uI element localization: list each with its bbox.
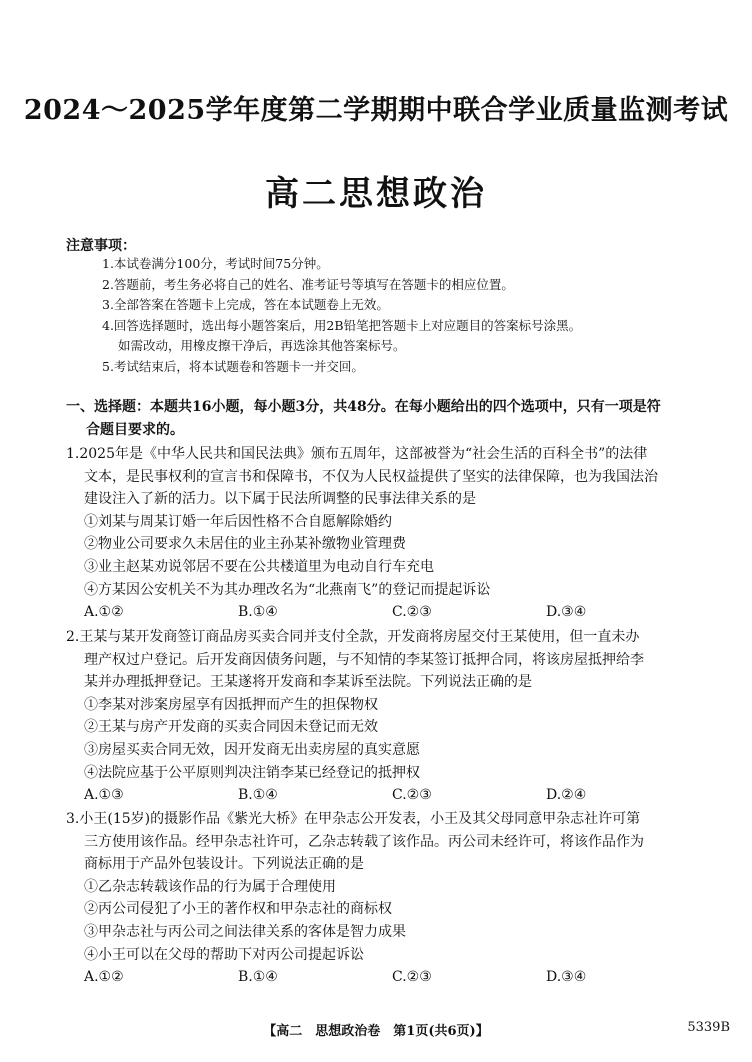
answer-choices [66,601,700,624]
question-option: ①刘某与周某订婚一年后因性格不合自愿解除婚约 [84,513,392,530]
question-stem-line: 2.王某与某开发商签订商品房买卖合同并支付全款，开发商将房屋交付王某使用，但一直未办 [66,629,640,645]
paper-code: 5339B [687,1020,730,1035]
question-option: ②王某与房产开发商的买卖合同因未登记而无效 [84,719,378,736]
notice-item: 4.回答选择题时，选出每小题答案后，用2B铅笔把答题卡上对应题目的答案标号涂黑。 [102,317,582,333]
question-stem-line: 3.小王(15岁)的摄影作品《紫光大桥》在甲杂志公开发表，小王及其父母同意甲杂志社许可第 [66,811,641,827]
question-stem-line: 建设注入了新的活力。以下属于民法所调整的民事法律关系的是 [84,491,476,508]
answer-choices [66,784,700,807]
question-3 [66,808,700,989]
answer-choice-b: B.①④ [238,969,278,986]
question-option: ②物业公司要求久未居住的业主孙某补缴物业管理费 [84,536,406,553]
answer-choice-c: C.②③ [392,787,432,804]
notice-item: 如需改动，用橡皮擦干净后，再选涂其他答案标号。 [118,338,406,353]
question-stem-line: 商标用于产品外包装设计。下列说法正确的是 [84,856,364,873]
section-heading-line: 合题目要求的。 [86,421,184,438]
question-stem-line: 文本，是民事权利的宣言书和保障书，不仅为人民权益提供了坚实的法律保障，也为我国法治 [84,468,658,485]
page-footer: 【高二 思想政治卷 第1页(共6页)】 [263,1024,489,1039]
question-option: ④小王可以在父母的帮助下对丙公司提起诉讼 [84,946,364,963]
answer-choice-b: B.①④ [238,787,278,804]
answer-choice-c: C.②③ [392,969,432,986]
answer-choice-b: B.①④ [238,604,278,621]
question-stem-line: 1.2025年是《中华人民共和国民法典》颁布五周年，这部被誉为“社会生活的百科全书”的法律 [66,446,648,462]
question-option: ③甲杂志社与丙公司之间法律关系的客体是智力成果 [84,923,406,940]
answer-choice-d: D.③④ [546,604,587,621]
question-option: ④方某因公安机关不为其办理改名为“北燕南飞”的登记而提起诉讼 [84,581,491,598]
question-option: ③业主赵某劝说邻居不要在公共楼道里为电动自行车充电 [84,558,434,575]
answer-choices [66,966,700,989]
notice-item: 5.考试结束后，将本试题卷和答题卡一并交回。 [102,358,364,374]
answer-choice-d: D.②④ [546,787,587,804]
notice-item: 3.全部答案在答题卡上完成，答在本试题卷上无效。 [102,297,389,312]
subject-title: 高二思想政治 [265,174,487,214]
answer-choice-a: A.①② [84,969,124,986]
answer-choice-a: A.①③ [84,787,124,804]
question-stem-line: 理产权过户登记。后开发商因债务问题，与不知情的李某签订抵押合同，将该房屋抵押给李 [84,651,644,668]
section-heading [66,396,706,441]
notice-item: 2.答题前，考生务必将自己的姓名、准考证号等填写在答题卡的相应位置。 [102,276,514,292]
answer-choice-d: D.③④ [546,969,587,986]
question-1 [66,443,700,624]
question-stem-line: 三方使用该作品。经甲杂志社许可，乙杂志转载了该作品。丙公司未经许可，将该作品作为 [84,833,644,850]
notice-item: 1.本试卷满分100分，考试时间75分钟。 [102,256,329,271]
notice-heading: 注意事项： [66,238,136,254]
answer-choice-a: A.①② [84,604,124,621]
section-heading-line: 一、选择题：本题共16小题，每小题3分，共48分。在每小题给出的四个选项中，只有一项是符 [66,399,661,415]
exam-title: 2024～2025学年度第二学期期中联合学业质量监测考试 [23,95,729,126]
question-option: ②丙公司侵犯了小王的著作权和甲杂志社的商标权 [84,901,392,918]
question-option: ①乙杂志转载该作品的行为属于合理使用 [84,878,336,895]
question-2 [66,626,700,807]
question-option: ③房屋买卖合同无效，因开发商无出卖房屋的真实意愿 [84,741,420,758]
question-option: ①李某对涉案房屋享有因抵押而产生的担保物权 [84,696,378,713]
notice-list [102,254,722,377]
question-stem-line: 某并办理抵押登记。王某遂将开发商和李某诉至法院。下列说法正确的是 [84,674,532,691]
question-option: ④法院应基于公平原则判决注销李某已经登记的抵押权 [84,764,420,781]
answer-choice-c: C.②③ [392,604,432,621]
